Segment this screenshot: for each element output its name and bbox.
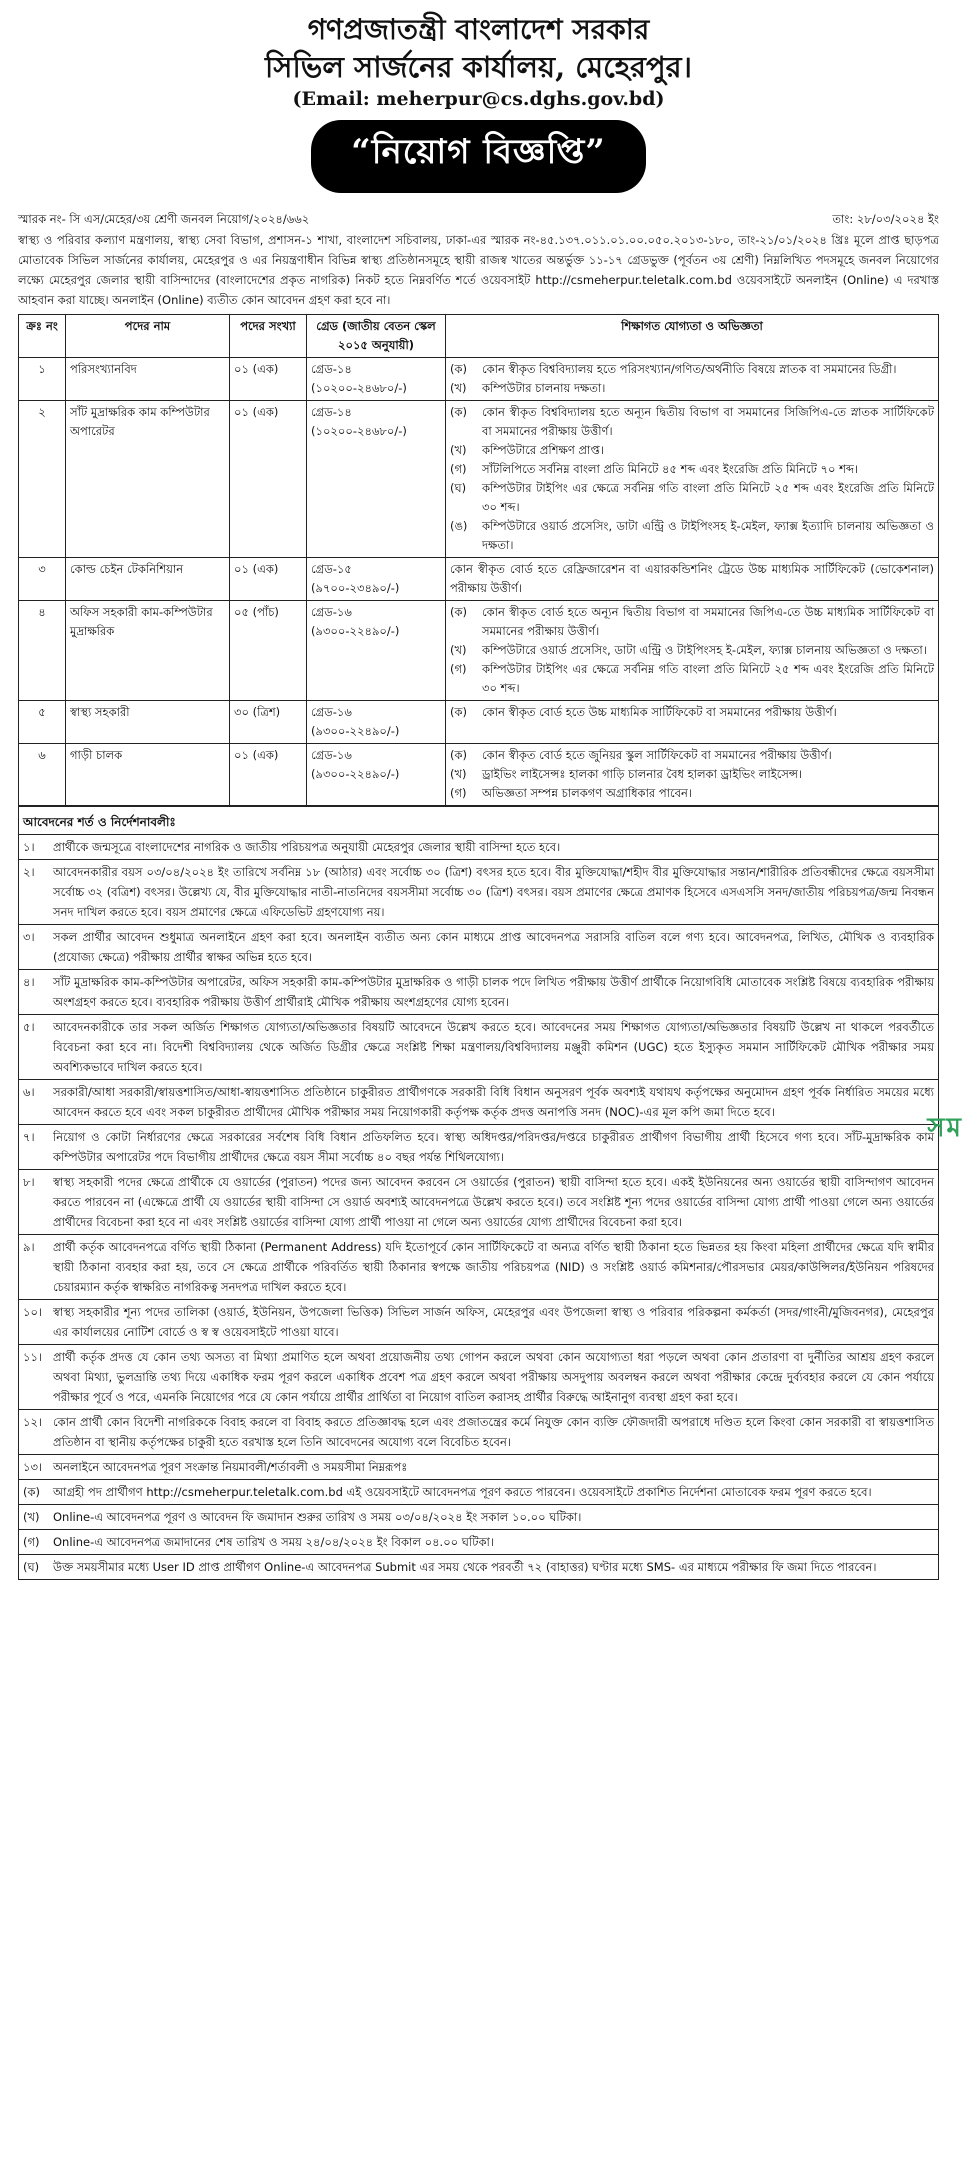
condition-item [19,1344,938,1409]
qualification-label: (গ) [450,662,467,676]
online-heading-text: অনলাইনে আবেদনপত্র পূরণ সংক্রান্ত নিয়মাবলী/শর্তাবলী ও সময়সীমা নিম্নরূপঃ [53,1460,408,1474]
qualification-text: কম্পিউটার চালনায় দক্ষতা। [482,381,606,395]
qualification-item [450,641,934,660]
row-grade-cell [307,601,446,701]
qualification-label: (ক) [450,362,468,376]
row-post-count: ০১ (এক) [230,558,307,601]
memo-line [18,211,939,230]
condition-item-text: প্রার্থী কর্তৃক প্রদত্ত যে কোন তথ্য অসত্য বা মিথ্যা প্রমাণিত হলে অথবা প্রয়োজনীয় তথ্য গোপন করলে অথবা কোন অযোগ্যতা ধরা পড়লে অথবা কোন প্রতারণা বা দুর্নীতির আশ্রয় গ্রহণ করলে অথবা মিথ্যা, ভুলভ্রান্তি তথ্য দিয়ে একাধিক ফরম পূরণ করলে একাধিক প্রবেশ পত্র গ্রহণ করলে অথবা পরীক্ষায় অসদুপায় অবলম্বন করলে অথবা পরীক্ষার কেন্দ্রে দুর্ব্যবহার করলে যে কোন পর্যায়ে পরীক্ষার পূর্বে ও পরে, এমনকি নিয়োগের পরে যে কোন পর্যায়ে প্রার্থীর প্রার্থিতা বা নিয়োগ বাতিল করাসহ প্রার্থীর বিরুদ্ধে আইনানুগ ব্যবস্থা গ্রহণ করা হবে। [53,1350,934,1404]
condition-item [19,1014,938,1079]
condition-item-number: ১০। [23,1305,43,1319]
qualification-item [450,403,934,441]
row-serial: ৩ [19,558,66,601]
row-serial: ২ [19,401,66,558]
qualification-item [450,441,934,460]
table-row [19,744,939,806]
row-serial: ১ [19,358,66,401]
row-post-name: কোল্ড চেইন টেকনিশিয়ান [66,558,230,601]
conditions-heading: আবেদনের শর্ত ও নির্দেশনাবলীঃ [23,815,176,829]
condition-item-number: ১১। [23,1350,43,1364]
online-item-text: Online-এ আবেদনপত্র জমাদানের শেষ তারিখ ও সময় ২৪/০৪/২০২৪ ইং বিকাল ০৪.০০ ঘটিকা। [53,1535,494,1549]
condition-item-number: ১। [23,840,35,854]
qualification-item [450,517,934,555]
row-grade: গ্রেড-১৬ [311,748,352,762]
qualification-text: সাঁটলিপিতে সর্বনিম্ন বাংলা প্রতি মিনিটে ৪৫ শব্দ এবং ইংরেজি প্রতি মিনিটে ৭০ শব্দ। [482,462,859,476]
qualification-item [450,460,934,479]
condition-item [19,1409,938,1454]
table-row [19,358,939,401]
qualification-label: (খ) [450,643,467,657]
qualification-text: অভিজ্ঞতা সম্পন্ন চালকগণ অগ্রাধিকার পাবেন। [482,786,693,800]
conditions-heading-row [19,806,938,834]
online-item-number: (ক) [23,1485,41,1499]
qualification-text: কোন স্বীকৃত বিশ্ববিদ্যালয় হতে পরিসংখ্যান/গণিত/অর্থনীতি বিষয়ে স্নাতক বা সমমানের ডিগ্রী। [482,362,897,376]
row-post-name: অফিস সহকারী কাম-কম্পিউটার মুদ্রাক্ষরিক [66,601,230,701]
row-serial: ৫ [19,701,66,744]
row-pay-scale: (৯৩০০-২২৪৯০/-) [311,724,400,738]
memo-date: তাং: ২৮/০৩/২০২৪ ইং [832,212,939,226]
row-pay-scale: (১০২০০-২৪৬৮০/-) [311,424,407,438]
qualification-item [450,660,934,698]
condition-item-number: ১২। [23,1415,43,1429]
qualification-text: কোন স্বীকৃত বোর্ড হতে রেফ্রিজারেশন বা এয়ারকন্ডিশনিং ট্রেডে উচ্চ মাধ্যমিক সার্টিফিকেট (ভোকেশনাল) পরীক্ষায় উত্তীর্ণ। [450,562,934,595]
row-grade-cell [307,558,446,601]
qualification-text: কোন স্বীকৃত বিশ্ববিদ্যালয় হতে অন্যূন দ্বিতীয় বিভাগ বা সমমানের সিজিপিএ-তে স্নাতক সার্টিফিকেট বা সমমানের পরীক্ষায় উত্তীর্ণ। [482,405,934,438]
row-serial: ৪ [19,601,66,701]
row-grade-cell [307,744,446,806]
condition-item-text: কোন প্রার্থী কোন বিদেশী নাগরিককে বিবাহ করলে বা বিবাহ করতে প্রতিজ্ঞাবদ্ধ হলে এবং প্রজাতন্ত্রের কর্মে নিযুক্ত কোন ব্যক্তি ফৌজদারী অপরাধে দণ্ডিত হলে কিংবা কোন সরকারী বা স্বায়ত্তশাসিত প্রতিষ্ঠান বা স্থানীয় কর্তৃপক্ষের চাকুরী হতে বরখাস্ত হলে তিনি আবেদনের অযোগ্য বলে বিবেচিত হবেন। [53,1415,934,1449]
qualification-item [450,603,934,641]
condition-item [19,834,938,859]
conditions-section [18,806,939,1580]
row-post-count: ০৫ (পাঁচ) [230,601,307,701]
row-qualifications [446,601,939,701]
online-item-text: আগ্রহী পদ প্রার্থীগণ http://csmeherpur.teletalk.com.bd এই ওয়েবসাইটে আবেদনপত্র পূরণ করতে পারবেন। ওয়েবসাইটে প্রকাশিত নির্দেশনা মোতাবেক ফরম পূরণ করতে হবে। [53,1485,872,1499]
notice-title-banner: “নিয়োগ বিজ্ঞপ্তি” [311,120,646,193]
qualification-label: (ক) [450,748,468,762]
online-item-number: (গ) [23,1535,40,1549]
table-row [19,601,939,701]
qualification-label: (খ) [450,767,467,781]
condition-item-text: স্বাস্থ্য সহকারীর শূন্য পদের তালিকা (ওয়ার্ড, ইউনিয়ন, উপজেলা ভিত্তিক) সিভিল সার্জন অফিস, মেহেরপুর এবং উপজেলা স্বাস্থ্য ও পরিবার পরিকল্পনা কর্মকর্তা (সদর/গাংনী/মুজিবনগর), মেহেরপুর এর কার্যালয়ের নোটিশ বোর্ডে ও স্ব স্ব ওয়েবসাইটে পাওয়া যাবে। [53,1305,934,1339]
condition-item-number: ২। [23,865,35,879]
qualification-item [450,360,934,379]
row-grade: গ্রেড-১৪ [311,362,352,376]
row-grade-cell [307,701,446,744]
row-grade: গ্রেড-১৪ [311,405,352,419]
condition-item [19,924,938,969]
qualification-label: (ঙ) [450,519,468,533]
qualification-label: (ক) [450,705,468,719]
condition-item [19,1299,938,1344]
online-item-text: Online-এ আবেদনপত্র পূরণ ও আবেদন ফি জমাদান শুরুর তারিখ ও সময় ০৩/০৪/২০২৪ ইং সকাল ১০.০০ ঘটিকা। [53,1510,582,1524]
condition-item-number: ৪। [23,975,35,989]
watermark-text: সম [927,1113,963,1143]
header-grade: গ্রেড (জাতীয় বেতন স্কেল ২০১৫ অনুযায়ী) [307,315,446,358]
header-serial: ক্রঃ নং [19,315,66,358]
qualification-item [450,746,934,765]
memo-number: স্মারক নং- সি এস/মেহের/৩য় শ্রেণী জনবল নিয়োগ/২০২৪/৬৬২ [18,212,310,226]
qualification-item [450,379,934,398]
online-item [19,1529,938,1554]
condition-item-number: ৮। [23,1175,35,1189]
office-name: সিভিল সার্জনের কার্যালয়, মেহেরপুর। [264,50,692,84]
qualification-text: কোন স্বীকৃত বোর্ড হতে জুনিয়র স্কুল সার্টিফিকেট বা সমমানের পরীক্ষায় উত্তীর্ণ। [482,748,832,762]
row-qualifications [446,744,939,806]
header-post-name: পদের নাম [66,315,230,358]
online-items-list [19,1479,938,1579]
qualification-text: কম্পিউটার টাইপিং এর ক্ষেত্রে সর্বনিম্ন গতি বাংলা প্রতি মিনিটে ২৫ শব্দ এবং ইংরেজি প্রতি মিনিটে ৩০ শব্দ। [482,481,934,514]
qualification-label: (ক) [450,605,468,619]
condition-item [19,969,938,1014]
row-pay-scale: (৯৩০০-২২৪৯০/-) [311,624,400,638]
online-item [19,1479,938,1504]
condition-item-text: আবেদনকারীকে তার সকল অর্জিত শিক্ষাগত যোগ্যতা/অভিজ্ঞতার বিষয়টি আবেদনে উল্লেখ করতে হবে। আবেদনের সময় শিক্ষাগত যোগ্যতা/অভিজ্ঞতার বিষয়টি উল্লেখ না থাকলে পরবর্তীতে বিবেচনা করা হবে না। বিদেশী বিশ্ববিদ্যালয় থেকে অর্জিত ডিগ্রীর ক্ষেত্রে সংশ্লিষ্ট শিক্ষা মন্ত্রণালয়/বিশ্ববিদ্যালয় মঞ্জুরী কমিশন (UGC) হতে ইস্যুকৃত সমমান সার্টিফিকেট মৌখিক পরীক্ষার সময় অবশ্যিকভাবে দাখিল করতে হবে। [53,1020,934,1074]
online-item-number: (ঘ) [23,1560,40,1574]
government-name: গণপ্রজাতন্ত্রী বাংলাদেশ সরকার [307,13,650,46]
qualification-text: কোন স্বীকৃত বোর্ড হতে অন্যূন দ্বিতীয় বিভাগ বা সমমানের জিপিএ-তে উচ্চ মাধ্যমিক সার্টিফিকেট বা সমমানের পরীক্ষায় উত্তীর্ণ। [482,605,934,638]
row-grade: গ্রেড-১৫ [311,562,352,576]
row-post-count: ০১ (এক) [230,358,307,401]
online-item [19,1554,938,1579]
qualification-item [450,560,934,598]
qualification-text: কম্পিউটারে ওয়ার্ড প্রসেসিং, ডাটা এন্ট্রি ও টাইপিংসহ ই-মেইল, ফ্যাক্স ইত্যাদি চালনায় অভিজ্ঞতা ও দক্ষতা। [482,519,934,552]
condition-item-text: প্রার্থী কর্তৃক আবেদনপত্রে বর্ণিত স্থায়ী ঠিকানা (Permanent Address) যদি ইতোপূর্বে কোন সার্টিফিকেটে বা অন্যত্র বর্ণিত স্থায়ী ঠিকানা হতে ভিন্নতর হয় কিংবা মহিলা প্রার্থীদের ক্ষেত্রে যদি স্বামীর স্থায়ী ঠিকানা ব্যবহার করা হয়, তবে সে ক্ষেত্রে প্রার্থীকে পরিবর্তিত স্থায়ী ঠিকানার স্বপক্ষে জাতীয় পরিচয়পত্র (NID) ও সংশ্লিষ্ট ওয়ার্ড কমিশনার/পৌরসভার মেয়র/কাউন্সিলর/ইউনিয়ন পরিষদের চেয়ারম্যান কর্তৃক স্বাক্ষরিত নাগরিকত্ব সনদপত্র দাখিল করতে হবে। [53,1240,934,1294]
row-post-name: গাড়ী চালক [66,744,230,806]
qualification-text: কম্পিউটারে ওয়ার্ড প্রসেসিং, ডাটা এন্ট্রি ও টাইপিংসহ ই-মেইল, ফ্যাক্স চালনায় অভিজ্ঞতা ও দক্ষতা। [482,643,927,657]
condition-item [19,1169,938,1234]
posts-table [18,314,939,806]
row-post-name: স্বাস্থ্য সহকারী [66,701,230,744]
qualification-text: কম্পিউটারে প্রশিক্ষণ প্রাপ্ত। [482,443,604,457]
qualification-text: কোন স্বীকৃত বোর্ড হতে উচ্চ মাধ্যমিক সার্টিফিকেট বা সমমানের পরীক্ষায় উত্তীর্ণ। [482,705,837,719]
condition-item-text: প্রার্থীকে জন্মসূত্রে বাংলাদেশের নাগরিক ও জাতীয় পরিচয়পত্র অনুযায়ী মেহেরপুর জেলার স্থায়ী বাসিন্দা হতে হবে। [53,840,561,854]
row-post-name: সাঁট মুদ্রাক্ষরিক কাম কম্পিউটার অপারেটর [66,401,230,558]
table-row [19,558,939,601]
condition-item [19,1079,938,1124]
row-qualifications [446,358,939,401]
qualification-text: ড্রাইভিং লাইসেন্সঃ হালকা গাড়ি চালনার বৈধ হালকা ড্রাইভিং লাইসেন্স। [482,767,803,781]
condition-item-text: সরকারী/আধা সরকারী/স্বায়ত্তশাসিত/আধা-স্বায়ত্তশাসিত প্রতিষ্ঠানে চাকুরীরত প্রার্থীগণকে সরকারী বিধি বিধান অনুসরণ পূর্বক অবশ্যই যথাযথ কর্তৃপক্ষের অনুমোদন গ্রহণ পূর্বক নির্ধারিত সময়ের মধ্যে আবেদন করতে হবে এবং সকল চাকুরীরত প্রার্থীদের মৌখিক পরীক্ষার সময় নিয়োগকারী কর্তৃপক্ষ কর্তৃক প্রদত্ত অনাপত্তি সনদ (NOC)-এর মূল কপি জমা দিতে হবে। [53,1085,934,1119]
table-row [19,401,939,558]
row-qualifications [446,558,939,601]
table-row [19,701,939,744]
office-email: (Email: meherpur@cs.dghs.gov.bd) [292,88,665,110]
posts-table-body [19,358,939,806]
qualification-label: (ক) [450,405,468,419]
conditions-list [19,834,938,1454]
online-item-number: (খ) [23,1510,40,1524]
online-item-text: উক্ত সময়সীমার মধ্যে User ID প্রাপ্ত প্রার্থীগণ Online-এ আবেদনপত্র Submit এর সময় থেকে পরবর্তী ৭২ (বাহাত্তর) ঘণ্টার মধ্যে SMS- এর মাধ্যমে পরীক্ষার ফি জমা দিতে পারবেন। [53,1560,877,1574]
qualification-item [450,784,934,803]
row-qualifications [446,401,939,558]
notice-page [0,12,963,2174]
row-qualifications [446,701,939,744]
condition-item-number: ৩। [23,930,35,944]
row-grade: গ্রেড-১৬ [311,705,352,719]
condition-item-text: নিয়োগ ও কোটা নির্ধারণের ক্ষেত্রে সরকারের সর্বশেষ বিধি বিধান প্রতিফলিত হবে। স্বাস্থ্য অধিদপ্তর/পরিদপ্তর/দপ্তরে চাকুরীরত প্রার্থীগণ বিভাগীয় প্রার্থী হিসেবে গণ্য হবে। সাঁট-মুদ্রাক্ষরিক কাম কম্পিউটার অপারেটর পদে বিভাগীয় প্রার্থীদের ক্ষেত্রে বয়স সীমা সর্বোচ্চ ৪০ বছর পর্যন্ত শিথিলযোগ্য। [53,1130,934,1164]
row-grade-cell [307,401,446,558]
condition-item-text: স্বাস্থ্য সহকারী পদের ক্ষেত্রে প্রার্থীকে যে ওয়ার্ডের (পুরাতন) পদের জন্য আবেদন করবেন সে ওয়ার্ডের (পুরাতন) স্থায়ী বাসিন্দা হতে হবে। একই ইউনিয়নের অন্য ওয়ার্ডের স্থায়ী বাসিন্দাগণ আবেদন করতে পারবেন না (এক্ষেত্রে প্রার্থী যে ওয়ার্ডের স্থায়ী বাসিন্দা সে ওয়ার্ড অবশ্যই আবেদনপত্রে উল্লেখ করতে হবে।) তবে সংশ্লিষ্ট শূন্য পদের ওয়ার্ডের বাসিন্দা যোগ্য প্রার্থী পাওয়া গেলে অন্য ওয়ার্ডের প্রার্থীদের বিবেচনা করা হবে না এবং সংশ্লিষ্ট ওয়ার্ডের বাসিন্দা যোগ্য প্রার্থী পাওয়া না গেলে অন্য ওয়ার্ডের যোগ্য প্রার্থীদের বিবেচনা করা হবে। [53,1175,934,1229]
online-item [19,1504,938,1529]
row-post-count: ৩০ (ত্রিশ) [230,701,307,744]
header-qualification: শিক্ষাগত যোগ্যতা ও অভিজ্ঞতা [446,315,939,358]
condition-item-text: সাঁট মুদ্রাক্ষরিক কাম-কম্পিউটার অপারেটর, অফিস সহকারী কাম-কম্পিউটার মুদ্রাক্ষরিক ও গাড়ী চালক পদে লিখিত পরীক্ষায় উত্তীর্ণ প্রার্থীকে নিয়োগবিধি মোতাবেক সংশ্লিষ্ট বিষয়ে ব্যবহারিক পরীক্ষায় অংশগ্রহণ করতে হবে। ব্যবহারিক পরীক্ষায় উত্তীর্ণ প্রার্থীরাই মৌখিক পরীক্ষায় অংশগ্রহণের যোগ্য হবেন। [53,975,934,1009]
notice-header [18,12,939,193]
qualification-label: (খ) [450,443,467,457]
row-post-count: ০১ (এক) [230,744,307,806]
condition-item-number: ৬। [23,1085,35,1099]
condition-item-text: আবেদনকারীর বয়স ০৩/০৪/২০২৪ ইং তারিখে সর্বনিম্ন ১৮ (আঠার) এবং সর্বোচ্চ ৩০ (ত্রিশ) বৎসর হতে হবে। বীর মুক্তিযোদ্ধা/শহীদ বীর মুক্তিযোদ্ধার সন্তান/শারীরিক প্রতিবন্ধীদের ক্ষেত্রে বয়সসীমা সর্বোচ্চ ৩২ (বত্রিশ) বৎসর। উল্লেখ্য যে, বীর মুক্তিযোদ্ধার নাতী-নাতনিদের বয়সসীমা সর্বোচ্চ ৩০ (ত্রিশ) বৎসর। বয়স প্রমাণের ক্ষেত্রে প্রমাণক হিসেবে এসএসসি সনদ/জাতীয় পরিচয়পত্র/জন্ম নিবন্ধন সনদ দাখিল করতে হবে। বয়স প্রমাণের ক্ষেত্রে এফিডেভিট গ্রহণযোগ্য নয়। [53,865,934,919]
row-pay-scale: (৯৩০০-২২৪৯০/-) [311,767,400,781]
qualification-label: (গ) [450,786,467,800]
qualification-item [450,479,934,517]
qualification-text: কম্পিউটার টাইপিং এর ক্ষেত্রে সর্বনিম্ন গতি বাংলা প্রতি মিনিটে ২৫ শব্দ এবং ইংরেজি প্রতি মিনিটে ৩০ শব্দ। [482,662,934,695]
condition-item-number: ৭। [23,1130,35,1144]
row-post-count: ০১ (এক) [230,401,307,558]
qualification-item [450,765,934,784]
table-header-row [19,315,939,358]
condition-item-text: সকল প্রার্থীর আবেদন শুধুমাত্র অনলাইনে গ্রহণ করা হবে। অনলাইন ব্যতীত অন্য কোন মাধ্যমে প্রাপ্ত আবেদনপত্র সরাসরি বাতিল বলে গণ্য হবে। আবেদনপত্র, লিখিত, মৌখিক ও ব্যবহারিক (প্রযোজ্য ক্ষেত্রে) পরীক্ষায় প্রার্থীর স্বাক্ষর অভিন্ন হতে হবে। [53,930,934,964]
condition-item-number: ৯। [23,1240,35,1254]
condition-item [19,1124,938,1169]
online-heading-number: ১৩। [23,1460,43,1474]
row-grade: গ্রেড-১৬ [311,605,352,619]
qualification-item [450,703,934,722]
condition-item [19,1234,938,1299]
row-serial: ৬ [19,744,66,806]
row-pay-scale: (১০২০০-২৪৬৮০/-) [311,381,407,395]
condition-item [19,859,938,924]
row-pay-scale: (৯৭০০-২৩৪৯০/-) [311,581,400,595]
online-heading-row [19,1454,938,1479]
row-grade-cell [307,358,446,401]
row-post-name: পরিসংখ্যানবিদ [66,358,230,401]
header-post-count: পদের সংখ্যা [230,315,307,358]
condition-item-number: ৫। [23,1020,35,1034]
qualification-label: (ঘ) [450,481,467,495]
qualification-label: (গ) [450,462,467,476]
qualification-label: (খ) [450,381,467,395]
intro-paragraph: স্বাস্থ্য ও পরিবার কল্যাণ মন্ত্রণালয়, স্বাস্থ্য সেবা বিভাগ, প্রশাসন-১ শাখা, বাংলাদেশ সচিবালয়, ঢাকা-এর স্মারক নং-৪৫.১৩৭.০১১.০১.০০.০৫০.২০১৩-১৮০, তাং-২১/০১/২০২৪ খ্রিঃ মূলে প্রাপ্ত ছাড়পত্র মোতাবেক সিভিল সার্জনের কার্যালয়, মেহেরপুর ও এর নিয়ন্ত্রণাধীন বিভিন্ন স্বাস্থ্য প্রতিষ্ঠানসমূহে স্থায়ী রাজস্ব খাতের অন্তর্ভুক্ত ১১-১৭ গ্রেডভুক্ত (পূর্বতন ৩য় শ্রেণী) নিম্নলিখিত পদসমূহে জনবল নিয়োগের লক্ষ্যে মেহেরপুর জেলার স্থায়ী বাসিন্দাদের (বাংলাদেশের প্রকৃত নাগরিক) নিকট হতে নিম্নবর্ণিত শর্তে ওয়েবসাইট http://csmeherpur.teletalk.com.bd ওয়েবসাইটে অনলাইন (Online) এ দরখাস্ত আহবান করা যাচ্ছে। অনলাইন (Online) ব্যতীত কোন আবেদন গ্রহণ করা হবে না। [18,233,939,307]
